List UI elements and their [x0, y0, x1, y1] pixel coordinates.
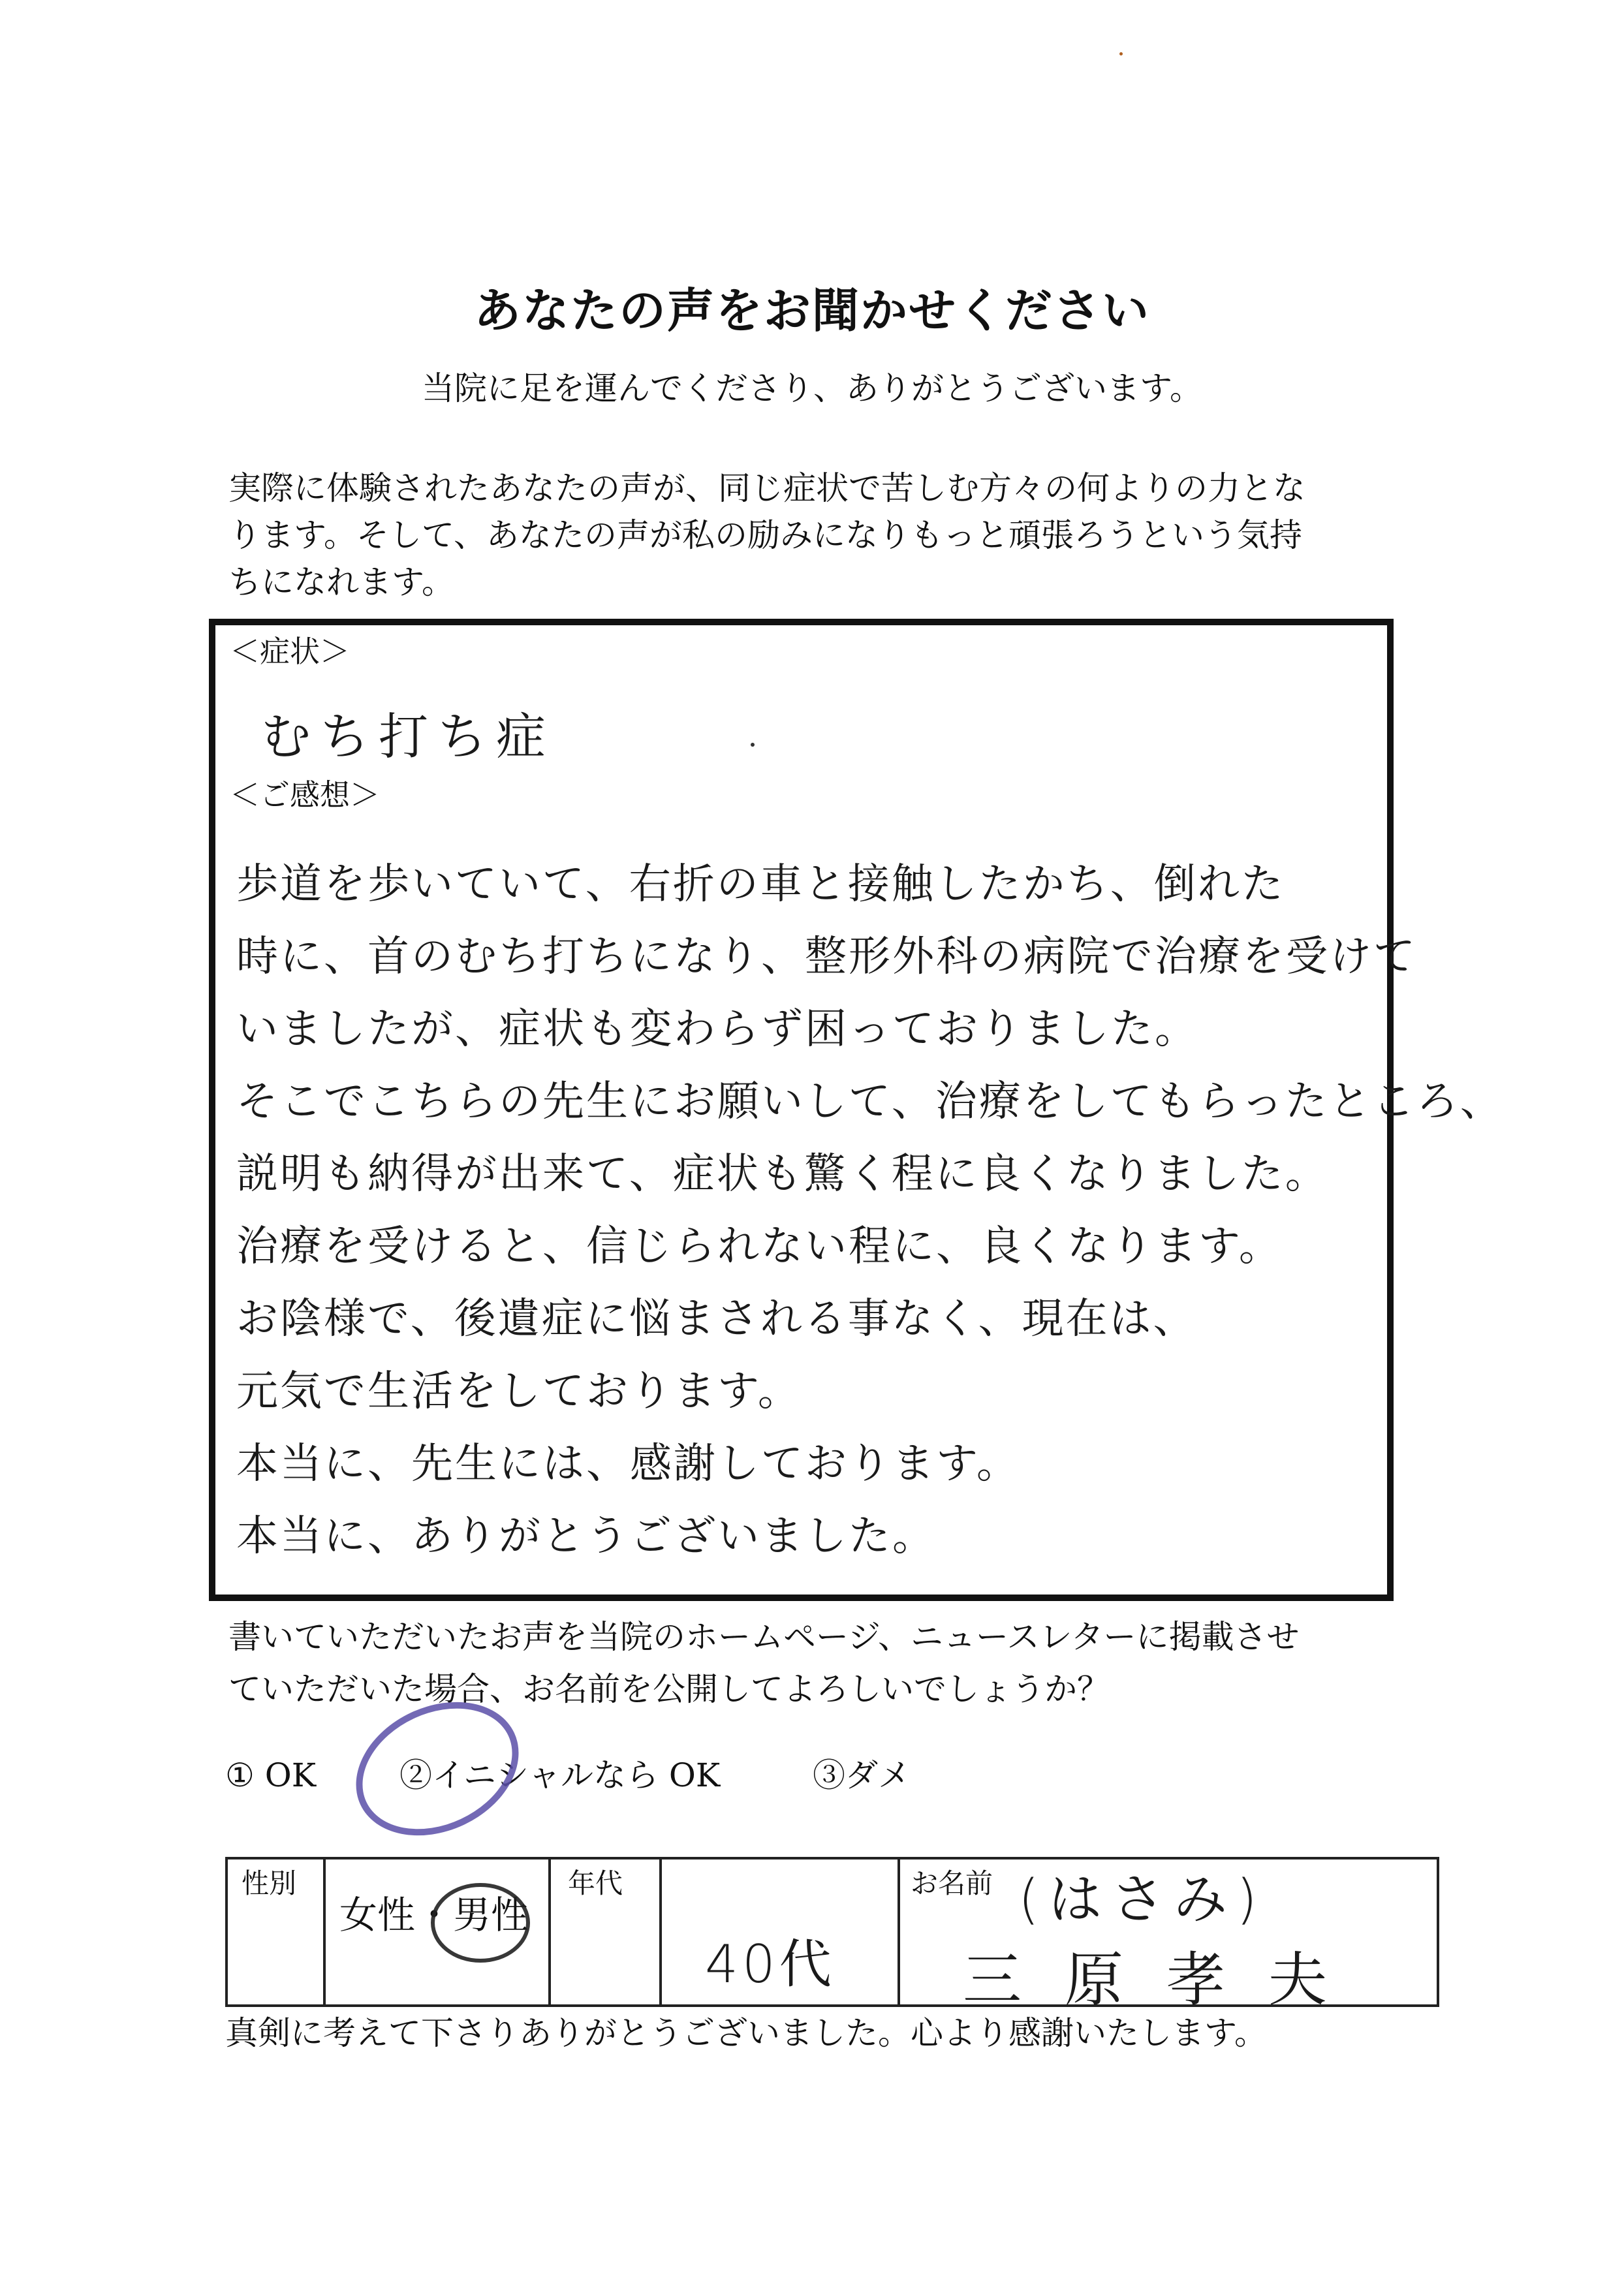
form-subtitle: 当院に足を運んでくださり、ありがとうございます。	[422, 369, 1202, 407]
table-divider	[323, 1857, 326, 2007]
scan-speck	[1119, 52, 1123, 55]
impression-line: いましたが、症状も変わらず困っておりました。	[236, 1005, 1198, 1053]
consent-question	[228, 1611, 1436, 1715]
impression-line: 治療を受けると、信じられない程に、良くなります。	[236, 1222, 1283, 1271]
impression-line: 本当に、先生には、感謝しております。	[236, 1440, 1020, 1488]
name-label: お名前	[911, 1867, 993, 1899]
symptom-label: ＜症状＞	[230, 634, 350, 669]
impression-line: 歩道を歩いていて、右折の車と接触したかち、倒れた	[236, 860, 1285, 909]
age-label: 年代	[568, 1867, 623, 1899]
impression-line: 元気で生活をしております。	[236, 1367, 802, 1416]
impression-label: ＜ご感想＞	[230, 777, 380, 813]
intro-paragraph	[228, 465, 1403, 606]
name-kana-handwritten: (はさみ)	[1018, 1869, 1266, 1931]
gender-options[interactable]: 女性・男性	[339, 1893, 529, 1937]
gender-selection-circle	[431, 1883, 530, 1963]
table-divider	[659, 1857, 662, 2007]
impression-line: お陰様で、後遺症に悩まされる事なく、現在は、	[236, 1295, 1197, 1343]
intro-line: ちになれます。	[228, 563, 454, 601]
table-divider	[898, 1857, 900, 2007]
impression-line: 時に、首のむち打ちになり、整形外科の病院で治療を受けて	[236, 933, 1417, 981]
impression-line: そこでこちらの先生にお願いして、治療をしてもらったところ、	[236, 1078, 1504, 1126]
consent-question-line: ていただいた場合、お名前を公開してよろしいでしょうか？	[228, 1670, 1110, 1708]
intro-line: ります。そして、あなたの声が私の励みになりもっと頑張ろうという気持	[228, 516, 1302, 554]
consent-option-no[interactable]: ③ダメ	[813, 1756, 911, 1794]
closing-message: 真剣に考えて下さりありがとうございました。心より感謝いたします。	[225, 2014, 1267, 2052]
table-divider	[548, 1857, 551, 2007]
consent-question-line: 書いていただいたお声を当院のホームページ、ニュースレターに掲載させ	[228, 1618, 1300, 1656]
scan-speck	[751, 743, 755, 747]
impression-line: 本当に、ありがとうございました。	[236, 1512, 936, 1561]
impression-handwritten-text	[236, 848, 1504, 1573]
impression-line: 説明も納得が出来て、症状も驚く程に良くなりました。	[236, 1150, 1329, 1198]
symptom-handwritten-value: むち打ち症	[261, 708, 555, 766]
intro-line: 実際に体験されたあなたの声が、同じ症状で苦しむ方々の何よりの力とな	[228, 469, 1305, 507]
consent-option-ok[interactable]: ① OK	[225, 1756, 317, 1794]
name-handwritten-value[interactable]: 三原孝夫	[963, 1946, 1370, 2014]
age-handwritten-value[interactable]: 40代	[705, 1934, 835, 1995]
gender-label: 性別	[242, 1867, 297, 1899]
form-title: あなたの声をお聞かせください	[473, 283, 1150, 338]
consent-option-initials[interactable]: ②イニシャルなら OK	[399, 1756, 721, 1794]
